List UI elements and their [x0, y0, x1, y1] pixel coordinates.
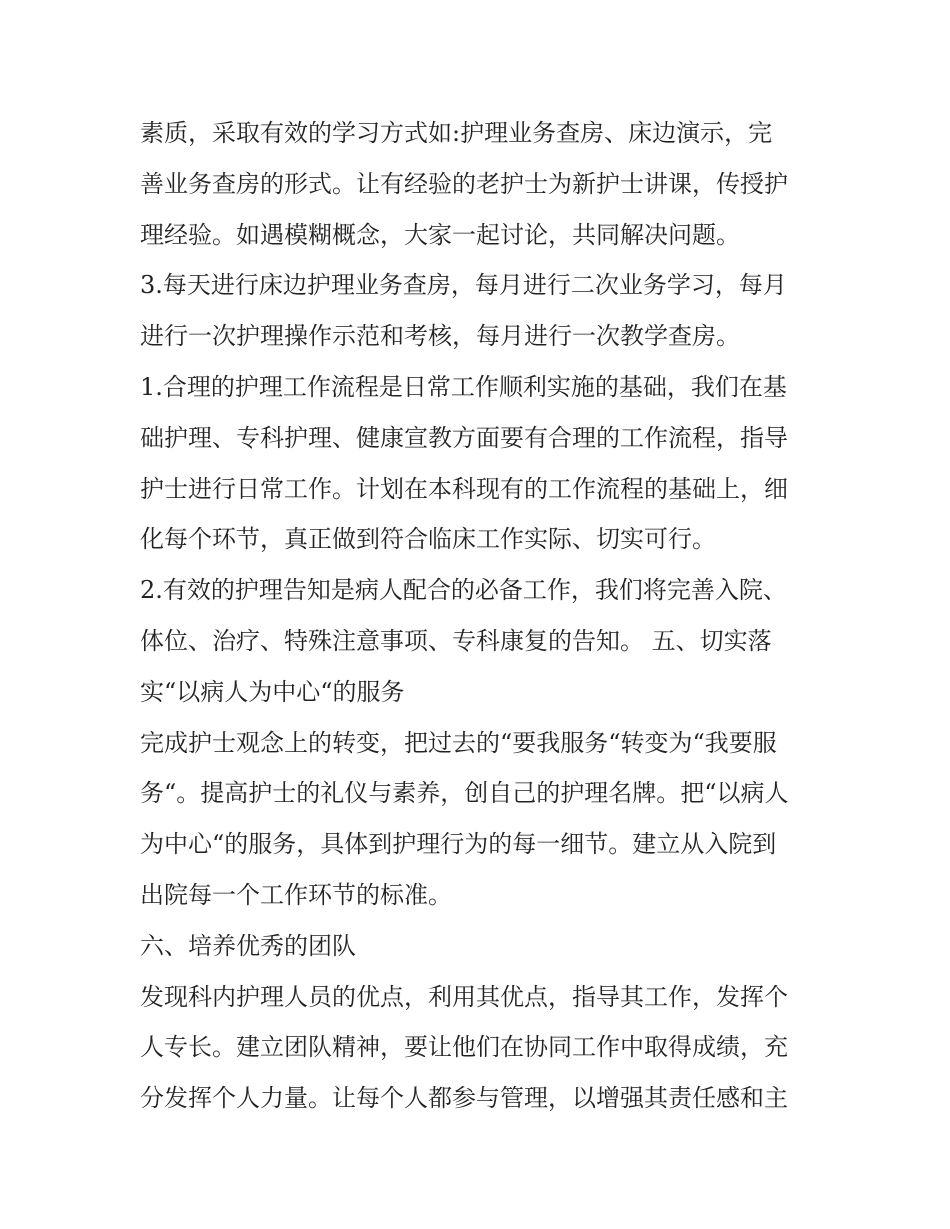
text-line: 素质，采取有效的学习方式如:护理业务查房、床边演示，完 — [140, 119, 773, 147]
text-line: 实“以病人为中心“的服务 — [140, 677, 405, 706]
text-line: 化每个环节，真正做到符合临床工作实际、切实可行。 — [140, 525, 716, 554]
document-body — [140, 108, 830, 1124]
text-line: 础护理、专科护理、健康宣教方面要有合理的工作流程，指导 — [140, 423, 788, 452]
text-line: 护士进行日常工作。计划在本科现有的工作流程的基础上，细 — [140, 474, 788, 503]
text-line: 务“。提高护士的礼仪与素养，创自己的护理名牌。把“以病人 — [140, 779, 789, 808]
text-line: 体位、治疗、特殊注意事项、专科康复的告知。 五、切实落 — [140, 626, 772, 655]
text-line: 发现科内护理人员的优点，利用其优点，指导其工作，发挥个 — [140, 982, 788, 1011]
text-line: 完成护士观念上的转变，把过去的“要我服务“转变为“我要服 — [140, 728, 777, 757]
text-line: 善业务查房的形式。让有经验的老护士为新护士讲课，传授护 — [140, 169, 788, 198]
text-line: 1.合理的护理工作流程是日常工作顺利实施的基础，我们在基 — [140, 372, 787, 401]
text-line: 为中心“的服务，具体到护理行为的每一细节。建立从入院到 — [140, 830, 777, 859]
text-line: 人专长。建立团队精神，要让他们在协同工作中取得成绩，充 — [140, 1033, 788, 1062]
text-line: 2.有效的护理告知是病人配合的必备工作，我们将完善入院、 — [140, 576, 787, 605]
text-line: 进行一次护理操作示范和考核，每月进行一次教学查房。 — [140, 322, 740, 351]
text-line: 3.每天进行床边护理业务查房，每月进行二次业务学习，每月 — [140, 271, 787, 300]
text-line: 理经验。如遇模糊概念，大家一起讨论，共同解决问题。 — [140, 220, 740, 249]
text-line: 分发挥个人力量。让每个人都参与管理，以增强其责任感和主 — [140, 1084, 788, 1113]
section-heading: 六、培养优秀的团队 — [140, 931, 356, 960]
text-line: 出院每一个工作环节的标准。 — [140, 880, 452, 909]
